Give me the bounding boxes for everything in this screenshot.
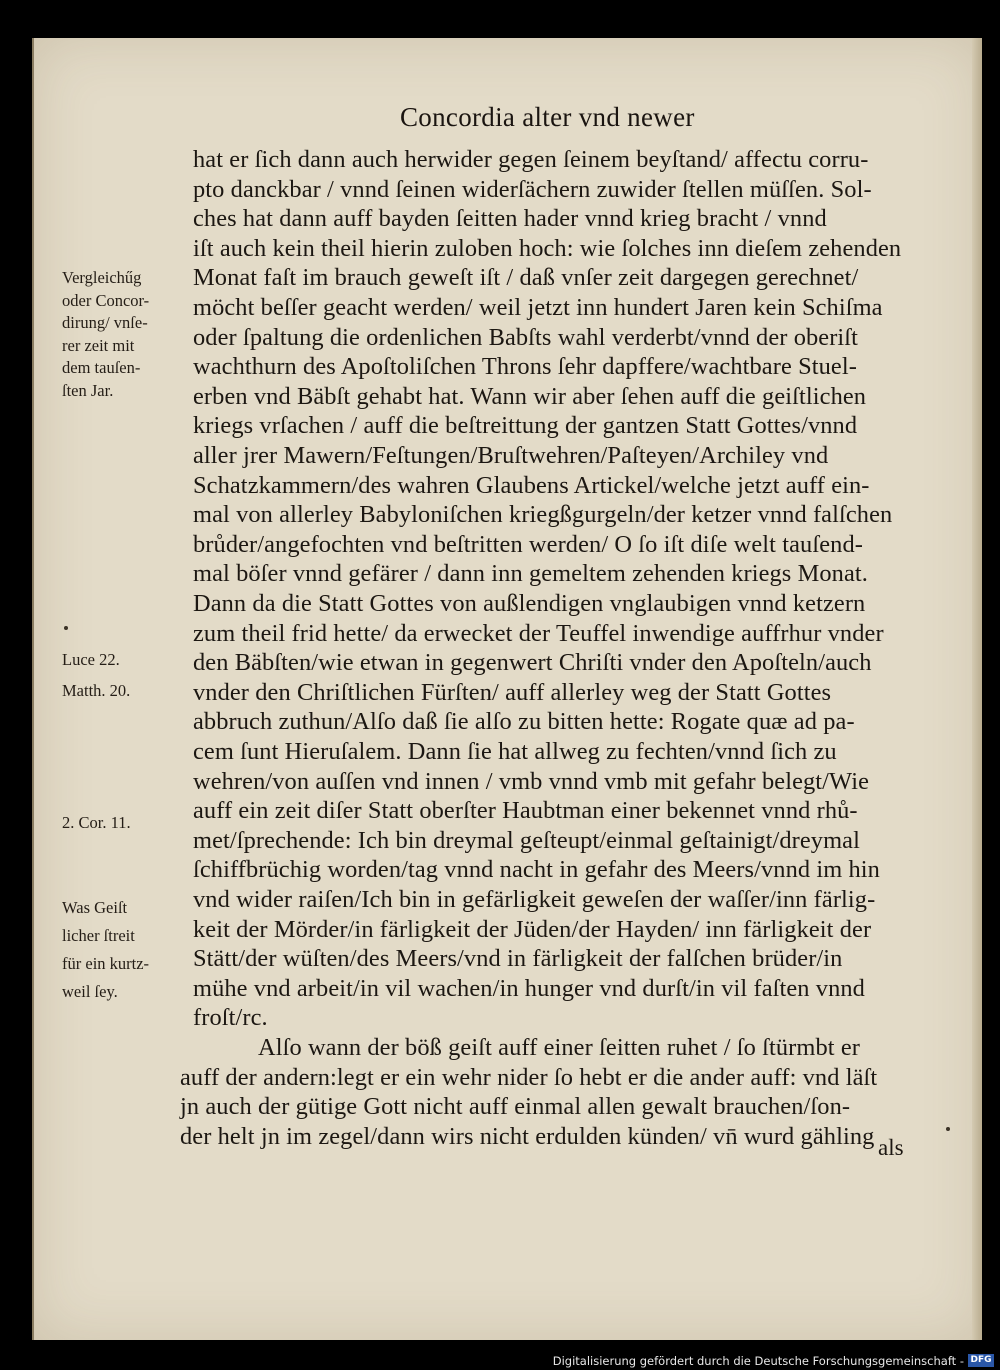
running-head: Concordia alter vnd newer <box>400 102 695 132</box>
body-line: Stätt/der wüſten/des Meers/vnd in färligkeit der falſchen brüder/in <box>193 945 843 973</box>
body-line: zum theil frid hette/ da erwecket der Teuffel inwendige auffrhur vnder <box>193 619 884 647</box>
body-line: vnd wider raiſen/Ich bin in gefärligkeit geweſen der waſſer/inn färlig- <box>193 886 876 913</box>
body-line: aller jrer Mawern/Feſtungen/Bruſtwehren/Paſteyen/Archiley vnd <box>193 442 829 469</box>
body-line: mal von allerley Babyloniſchen kriegßgurgeln/der ketzer vnnd falſchen <box>193 501 893 529</box>
margin-note-line: Matth. 20. <box>62 681 131 700</box>
body-line: der helt jn im zegel/dann wirs nicht erdulden künden/ vn̄ wurd gähling <box>180 1122 875 1150</box>
body-line: keit der Mörder/in färligkeit der Jüden/der Hayden/ inn färligkeit der <box>193 915 872 943</box>
margin-note-line: für ein kurtz- <box>62 954 150 973</box>
body-line: erben vnd Bäbſt gehabt hat. Wann wir aber ſehen auff die geiſtlichen <box>193 382 867 410</box>
body-line: auff ein zeit diſer Statt oberſter Haubtman einer bekennet vnnd rhů- <box>193 797 858 825</box>
margin-note-line: Vergleichűg <box>62 268 142 287</box>
ink-speck <box>64 626 68 630</box>
dfg-logo: DFG <box>968 1354 994 1367</box>
body-line: vnder den Chriſtlichen Fürſten/ auff allerley weg der Statt Gottes <box>193 678 832 706</box>
body-line: pto danckbar / vnnd ſeinen widerſächern zuwider ſtellen müſſen. Sol- <box>193 175 872 203</box>
body-line: oder ſpaltung die ordenlichen Babſts wahl verderbt/vnnd der oberiſt <box>193 323 859 351</box>
body-line: Alſo wann der böß geiſt auff einer ſeitten ruhet / ſo ſtürmbt er <box>258 1034 860 1061</box>
body-line: wehren/von auſſen vnd innen / vmb vnnd vmb mit gefahr belegt/Wie <box>193 767 869 795</box>
body-line: ches hat dann auff bayden ſeitten hader vnnd krieg bracht / vnnd <box>193 205 827 233</box>
margin-note-line: licher ſtreit <box>62 926 135 945</box>
margin-note-line: ſten Jar. <box>62 380 114 400</box>
body-line: jn auch der gütige Gott nicht auff einmal allen gewalt brauchen/ſon- <box>180 1093 851 1121</box>
margin-note-line: Was Geiſt <box>62 898 128 917</box>
margin-note-line: dirung/ vnſe- <box>62 313 148 332</box>
margin-note-line: dem tauſen- <box>62 358 141 377</box>
margin-note-line: rer zeit mit <box>62 335 135 355</box>
body-line: abbruch zuthun/Alſo daß ſie alſo zu bitten hette: Rogate quæ ad pa- <box>193 708 855 736</box>
catchword: als <box>878 1135 904 1160</box>
body-line: Dann da die Statt Gottes von außlendigen vnglaubigen vnnd ketzern <box>193 590 866 617</box>
body-line: mal böſer vnnd gefärer / dann inn gemeltem zehenden kriegs Monat. <box>193 560 868 588</box>
body-line: hat er ſich dann auch herwider gegen ſeinem beyſtand/ affectu corru- <box>193 146 869 173</box>
body-line: kriegs vrſachen / auff die beſtreittung der gantzen Statt Gottes/vnnd <box>193 412 858 440</box>
body-line: den Bäbſten/wie etwan in gegenwert Chriſti vnder den Apoſteln/auch <box>193 649 872 677</box>
margin-note-line: 2. Cor. 11. <box>62 813 131 832</box>
footer-credit: Digitalisierung gefördert durch die Deutsche Forschungsgemeinschaft - <box>552 1354 964 1368</box>
body-line: cem ſunt Hieruſalem. Dann ſie hat allweg zu fechten/vnnd ſich zu <box>193 738 837 765</box>
body-line: möcht beſſer geacht werden/ weil jetzt inn hundert Jaren kein Schiſma <box>193 294 883 321</box>
margin-note-line: weil ſey. <box>62 982 118 1001</box>
body-line: brůder/angefochten vnd beſtritten werden/ O ſo iſt diſe welt tauſend- <box>193 530 863 558</box>
body-line: froſt/rc. <box>193 1004 268 1032</box>
page-edge <box>972 38 982 1340</box>
body-line: Monat faſt im brauch geweſt iſt / daß vnſer zeit dargegen gerechnet/ <box>193 264 859 292</box>
ink-speck <box>946 1127 950 1131</box>
body-line: met/ſprechende: Ich bin dreymal geſteupt/einmal geſtainigt/dreymal <box>193 826 860 854</box>
body-line: wachthurn des Apoſtoliſchen Throns ſehr dapffere/wachtbare Stuel- <box>193 353 857 381</box>
body-line: ſchiffbrüchig worden/tag vnnd nacht in gefahr des Meers/vnnd im hin <box>193 856 880 884</box>
body-line: Schatzkammern/des wahren Glaubens Artickel/welche jetzt auff ein- <box>193 471 870 499</box>
body-line: mühe vnd arbeit/in vil wachen/in hunger vnd durſt/in vil faſten vnnd <box>193 974 865 1002</box>
margin-note-line: oder Concor- <box>62 290 150 310</box>
body-line: auff der andern:legt er ein wehr nider ſo hebt er die ander auff: vnd läſt <box>180 1063 878 1091</box>
body-line: iſt auch kein theil hierin zuloben hoch: wie ſolches inn dieſem zehenden <box>193 234 902 262</box>
margin-note-line: Luce 22. <box>62 650 120 669</box>
